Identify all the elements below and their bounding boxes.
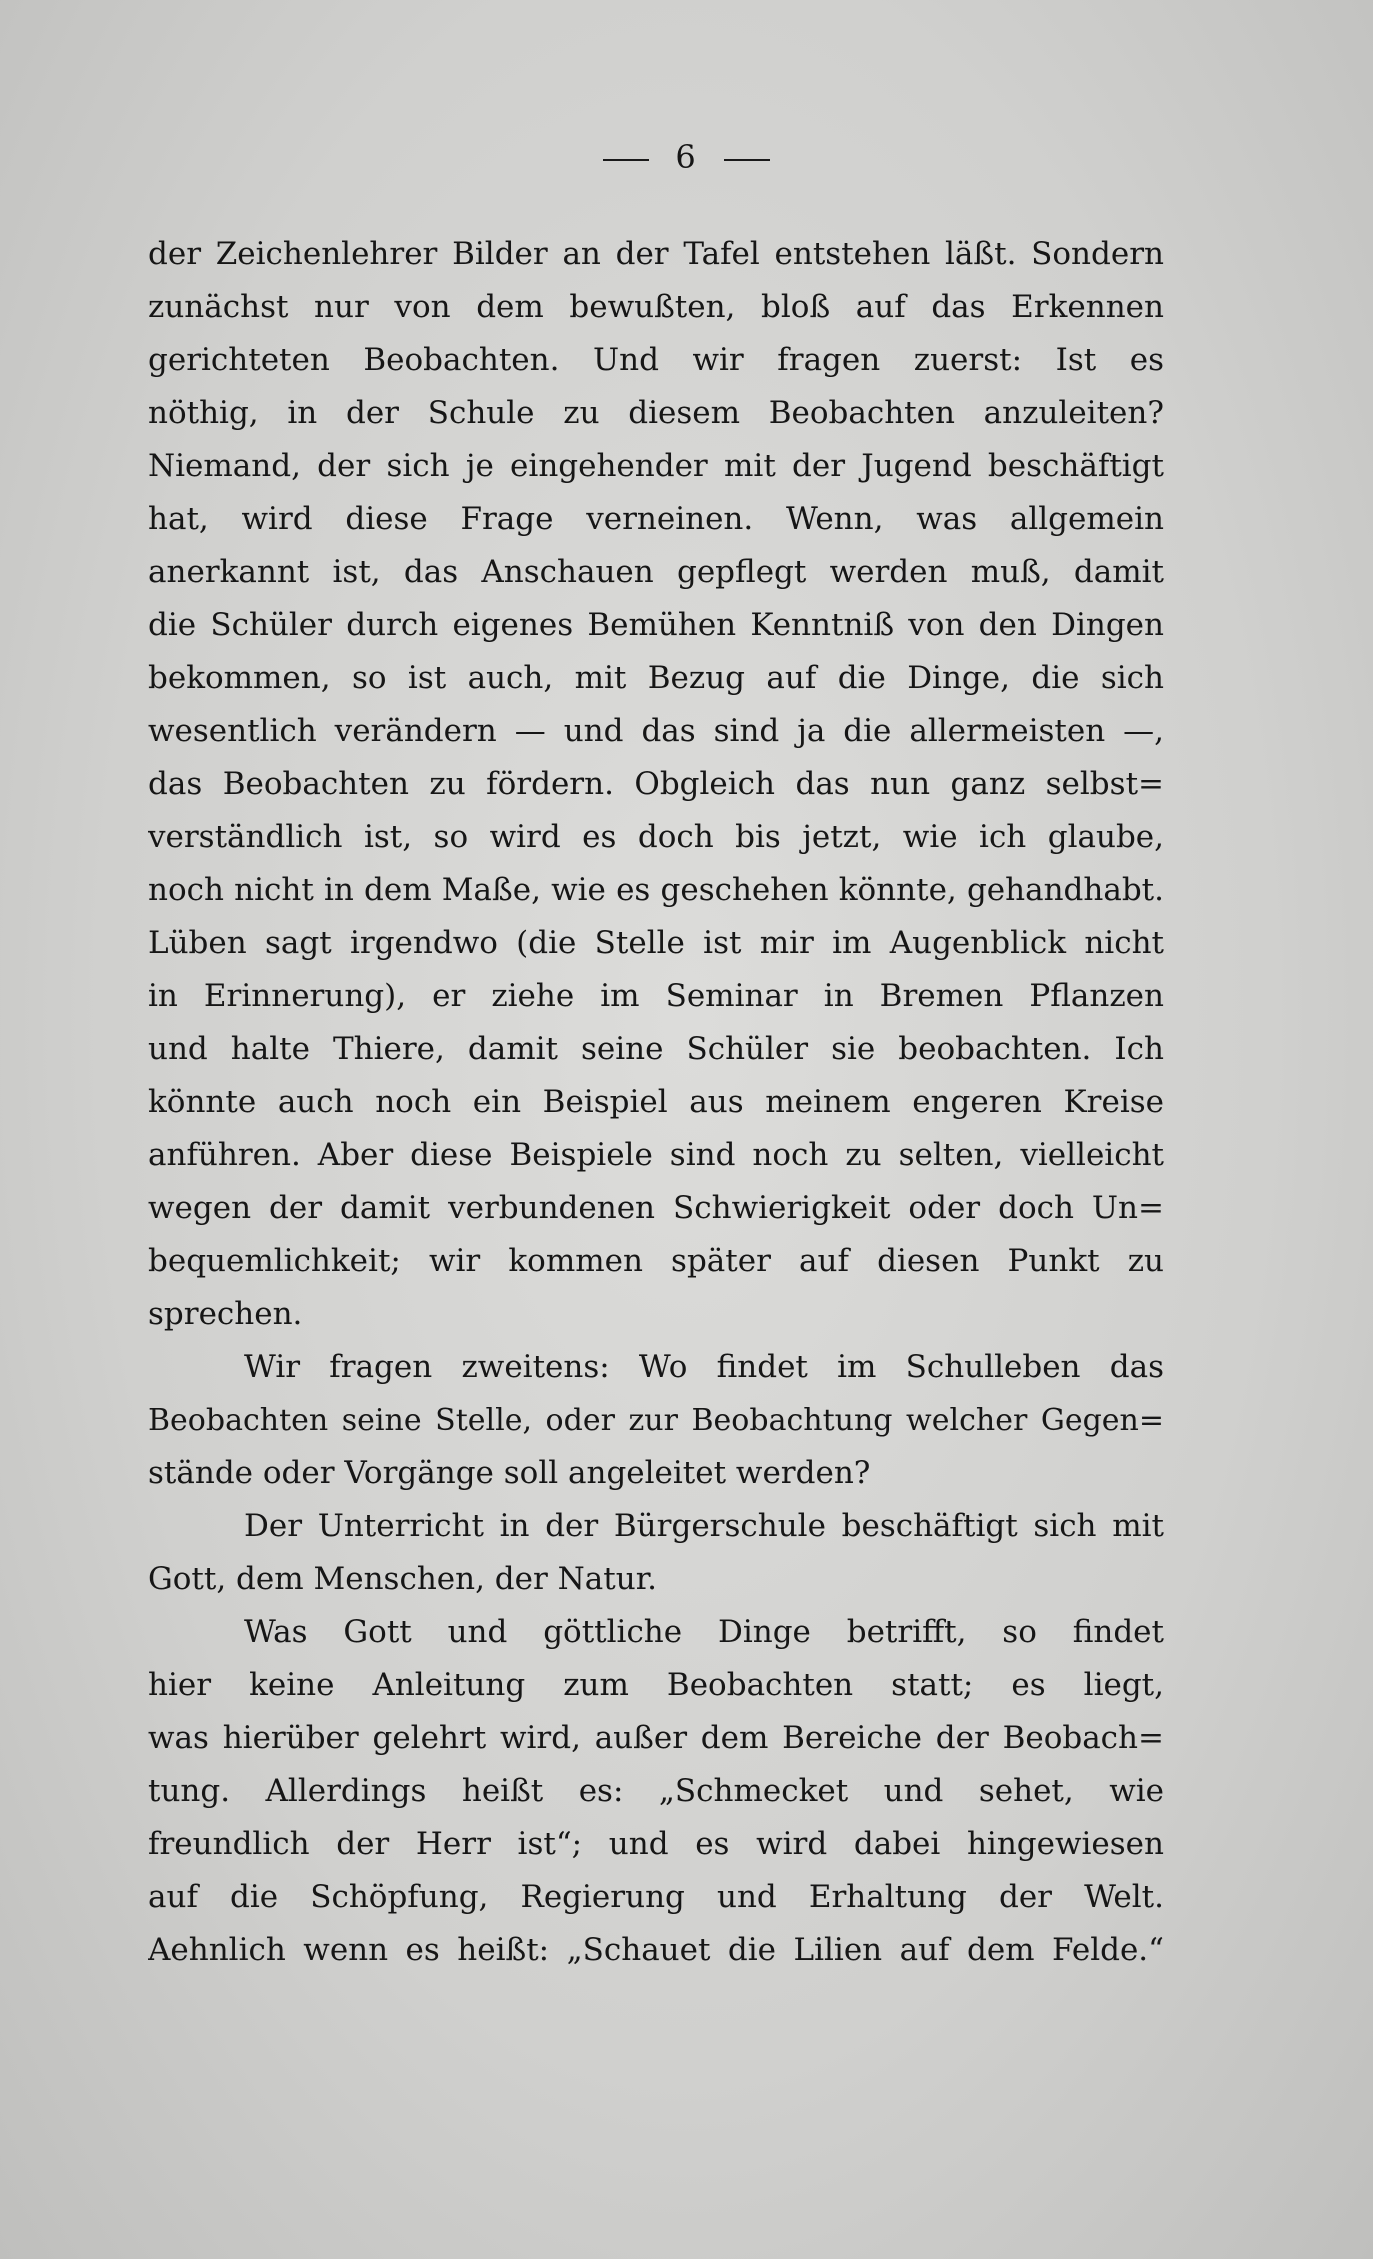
text-line: auf die Schöpfung, Regierung und Erhaltung der Welt. [148, 1879, 1164, 1915]
text-line: verständlich ist, so wird es doch bis jetzt, wie ich glaube, [148, 819, 1164, 855]
text-line: noch nicht in dem Maße, wie es geschehen könnte, gehandhabt. [148, 872, 1164, 908]
text-line: stände oder Vorgänge soll angeleitet werden? [148, 1455, 871, 1491]
text-line: gerichteten Beobachten. Und wir fragen zuerst: Ist es [148, 342, 1164, 378]
text-line: Der Unterricht in der Bürgerschule beschäftigt sich mit [244, 1508, 1164, 1544]
text-line: tung. Allerdings heißt es: „Schmecket und sehet, wie [148, 1773, 1164, 1809]
text-line: die Schüler durch eigenes Bemühen Kenntniß von den Dingen [148, 607, 1164, 643]
text-line: nöthig, in der Schule zu diesem Beobachten anzuleiten? [148, 395, 1164, 431]
text-line: Wir fragen zweitens: Wo findet im Schulleben das [244, 1349, 1164, 1385]
body-text [148, 228, 1164, 1977]
text-line: was hierüber gelehrt wird, außer dem Bereiche der Beobach= [148, 1720, 1164, 1756]
text-line: und halte Thiere, damit seine Schüler sie beobachten. Ich [148, 1031, 1164, 1067]
page-header [0, 138, 1373, 176]
text-line: freundlich der Herr ist“; und es wird dabei hingewiesen [148, 1826, 1164, 1862]
text-line: Niemand, der sich je eingehender mit der Jugend beschäftigt [148, 448, 1164, 484]
text-line: sprechen. [148, 1296, 303, 1332]
header-dash-right [724, 159, 770, 161]
header-dash-left [603, 159, 649, 161]
text-line: Beobachten seine Stelle, oder zur Beobachtung welcher Gegen= [148, 1403, 1164, 1438]
text-line: anführen. Aber diese Beispiele sind noch zu selten, vielleicht [148, 1137, 1164, 1173]
text-line: der Zeichenlehrer Bilder an der Tafel entstehen läßt. Sondern [148, 236, 1164, 272]
text-line: in Erinnerung), er ziehe im Seminar in Bremen Pflanzen [148, 978, 1164, 1014]
text-line: bequemlichkeit; wir kommen später auf diesen Punkt zu [148, 1243, 1164, 1279]
page-number: 6 [675, 138, 698, 176]
text-line: anerkannt ist, das Anschauen gepflegt werden muß, damit [148, 554, 1164, 590]
text-line: Gott, dem Menschen, der Natur. [148, 1561, 657, 1597]
text-line: hier keine Anleitung zum Beobachten statt; es liegt, [148, 1667, 1164, 1703]
text-line: das Beobachten zu fördern. Obgleich das nun ganz selbst= [148, 766, 1164, 802]
text-line: wegen der damit verbundenen Schwierigkeit oder doch Un= [148, 1190, 1164, 1226]
text-line: wesentlich verändern — und das sind ja die allermeisten —, [148, 713, 1164, 749]
text-line: Lüben sagt irgendwo (die Stelle ist mir im Augenblick nicht [148, 925, 1164, 961]
text-line: zunächst nur von dem bewußten, bloß auf das Erkennen [148, 289, 1164, 325]
text-line: Aehnlich wenn es heißt: „Schauet die Lilien auf dem Felde.“ [148, 1932, 1164, 1968]
text-line: hat, wird diese Frage verneinen. Wenn, was allgemein [148, 501, 1164, 537]
text-line: bekommen, so ist auch, mit Bezug auf die Dinge, die sich [148, 660, 1164, 696]
text-line: Was Gott und göttliche Dinge betrifft, so findet [244, 1614, 1164, 1650]
text-line: könnte auch noch ein Beispiel aus meinem engeren Kreise [148, 1084, 1164, 1120]
